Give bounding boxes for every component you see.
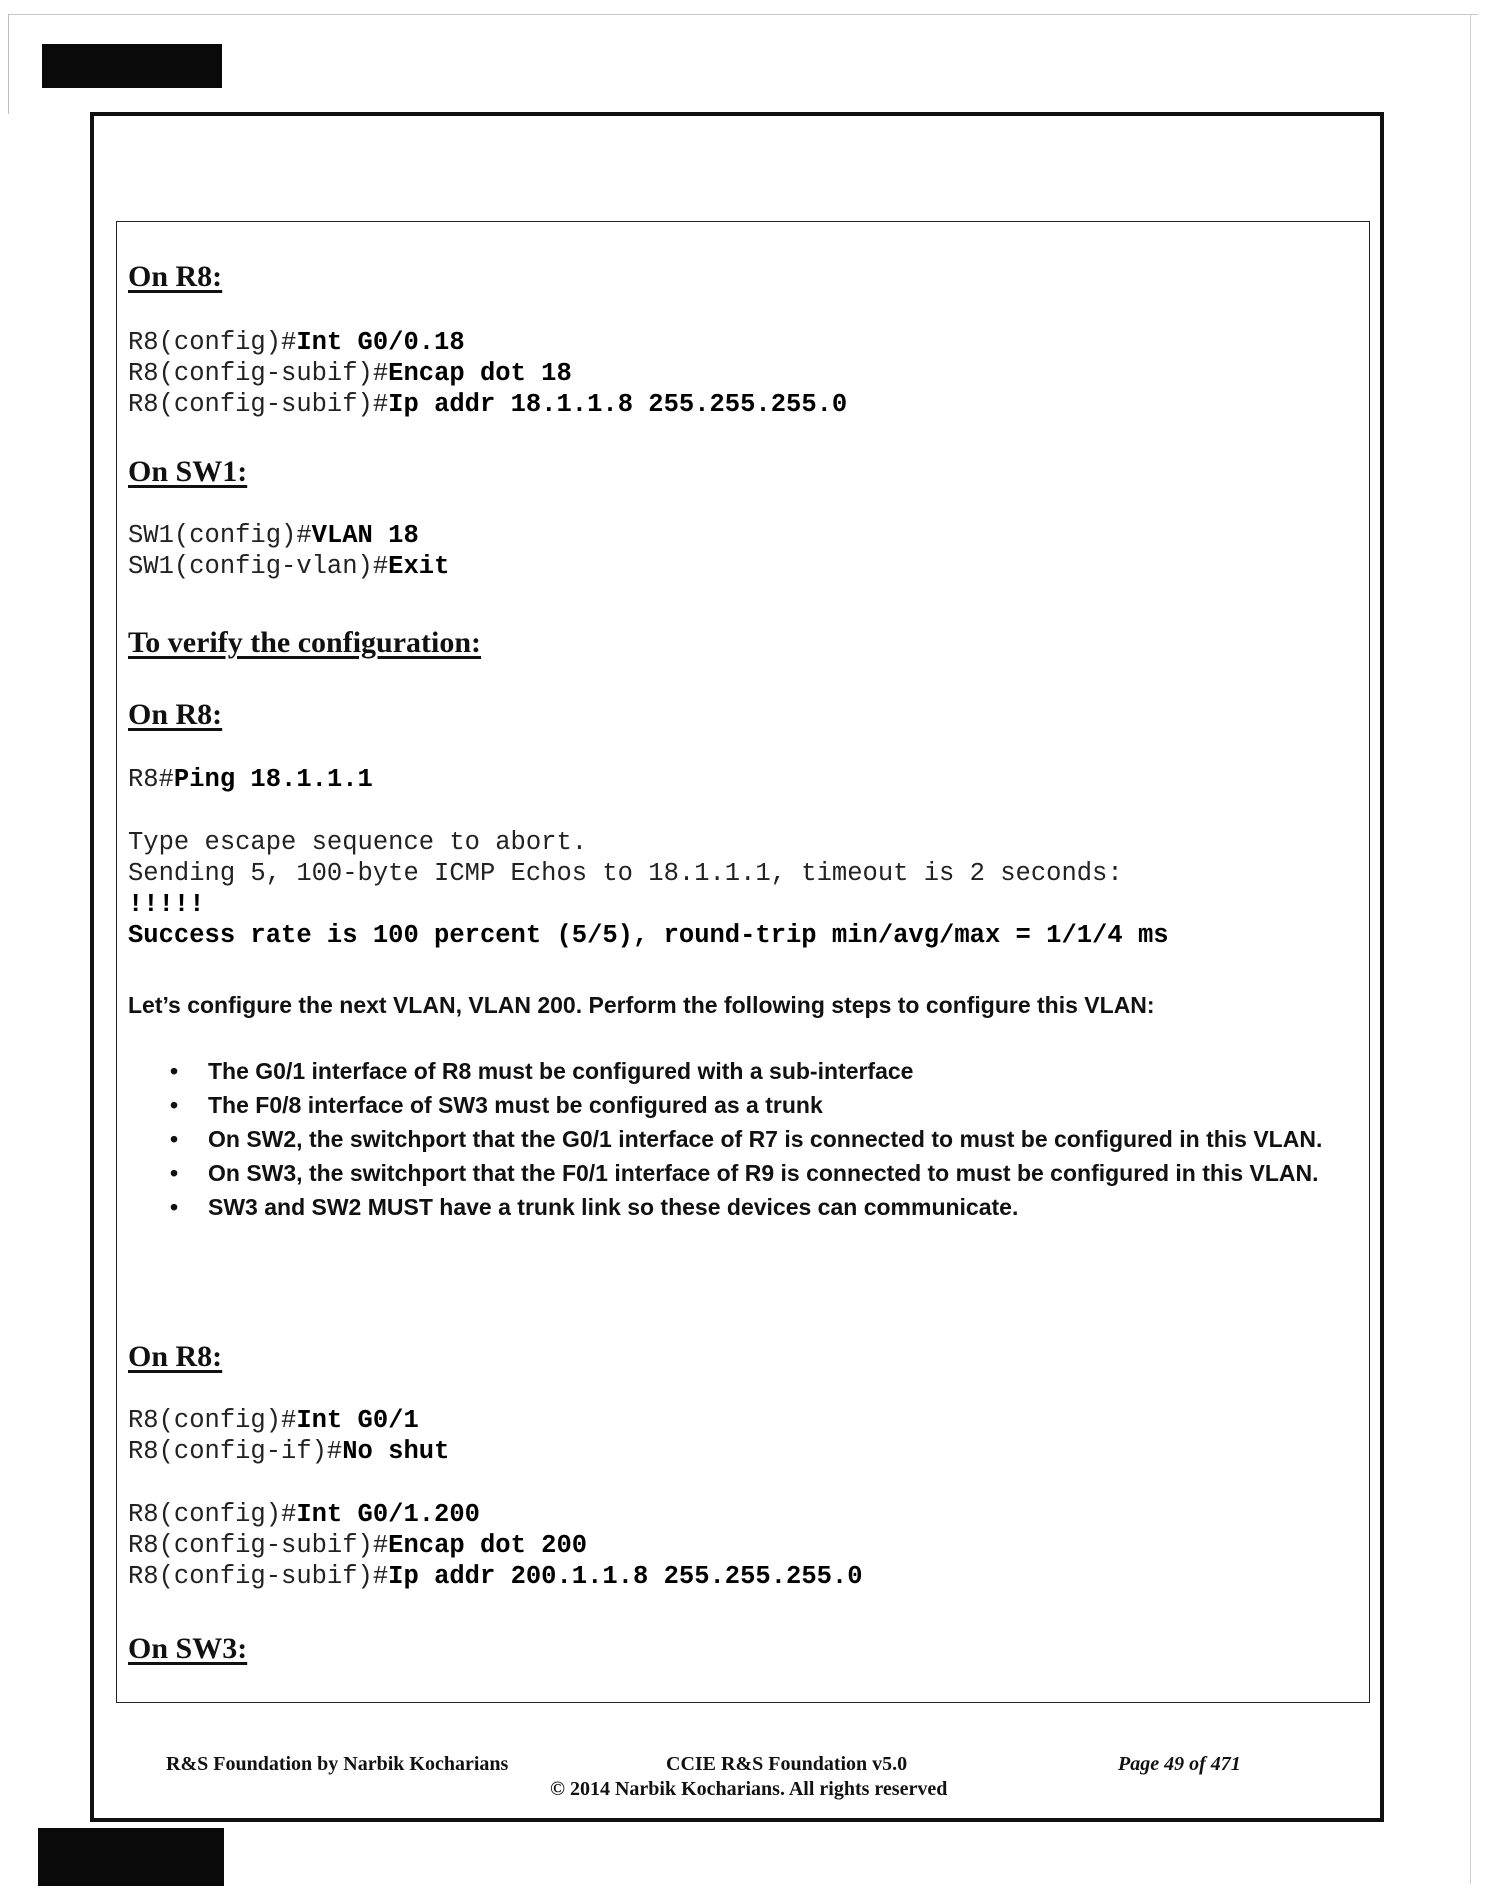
code-command: Encap dot 200: [388, 1531, 588, 1560]
code-command: Success rate is 100 percent (5/5), round-trip min/avg/max = 1/1/4 ms: [128, 921, 1169, 950]
code-prompt: R8(config-subif)#: [128, 359, 389, 388]
code-line: [128, 1499, 863, 1530]
code-prompt: R8(config)#: [128, 1406, 297, 1435]
code-line: [128, 858, 1169, 889]
code-block-ping: [128, 764, 373, 795]
code-command: Int G0/0.18: [296, 328, 465, 357]
code-command: Int G0/1: [296, 1406, 419, 1435]
scan-edge: [8, 14, 1478, 15]
code-prompt: R8(config)#: [128, 328, 297, 357]
footer-copyright: © 2014 Narbik Kocharians. All rights reserved: [550, 1778, 948, 1800]
code-command: VLAN 18: [311, 521, 419, 550]
code-line: [128, 358, 847, 389]
code-line: [128, 764, 373, 795]
code-prompt: R8(config)#: [128, 1500, 297, 1529]
code-line: [128, 1561, 863, 1592]
footer-author: R&S Foundation by Narbik Kocharians: [166, 1753, 509, 1775]
code-command: Ip addr 200.1.1.8 255.255.255.0: [388, 1562, 863, 1591]
code-line: [128, 551, 449, 582]
code-command: !!!!!: [128, 890, 205, 919]
code-line: [128, 327, 847, 358]
code-line: [128, 1530, 863, 1561]
heading-on-r8: On R8:: [128, 260, 223, 293]
code-command: Exit: [388, 552, 450, 581]
heading-on-sw3: On SW3:: [128, 1632, 248, 1665]
code-block-r8-subif-200: [128, 1499, 863, 1592]
code-command: Ip addr 18.1.1.8 255.255.255.0: [388, 390, 848, 419]
code-line: [128, 1436, 449, 1467]
list-item: • On SW3, the switchport that the F0/1 interface of R9 is connected to must be configured in this VLAN.: [128, 1156, 1328, 1190]
code-prompt: R8(config-subif)#: [128, 390, 389, 419]
requirements-list: [128, 1054, 1328, 1224]
footer-page-number: Page 49 of 471: [1118, 1753, 1241, 1775]
code-command: Int G0/1.200: [296, 1500, 480, 1529]
code-prompt: R8(config-subif)#: [128, 1562, 389, 1591]
code-prompt: R8(config-subif)#: [128, 1531, 389, 1560]
code-line: [128, 389, 847, 420]
footer-book-title: CCIE R&S Foundation v5.0: [666, 1753, 908, 1775]
list-item: • The F0/8 interface of SW3 must be configured as a trunk: [128, 1088, 1328, 1122]
list-item: • The G0/1 interface of R8 must be configured with a sub-interface: [128, 1054, 1328, 1088]
heading-verify-configuration: To verify the configuration:: [128, 626, 482, 659]
code-block-r8-subif: [128, 327, 847, 420]
code-block-r8-g01: [128, 1405, 449, 1467]
redaction-block-bottom: [38, 1828, 224, 1886]
code-prompt: Type escape sequence to abort.: [128, 828, 588, 857]
code-prompt: Sending 5, 100-byte ICMP Echos to 18.1.1.1, timeout is 2 seconds:: [128, 859, 1123, 888]
code-command: No shut: [342, 1437, 450, 1466]
code-line: [128, 827, 1169, 858]
code-line: [128, 889, 1169, 920]
scan-edge: [8, 14, 9, 114]
code-block-sw1-vlan: [128, 520, 449, 582]
code-prompt: R8#: [128, 765, 174, 794]
redaction-block-top: [42, 44, 222, 88]
heading-on-sw1: On SW1:: [128, 455, 248, 488]
heading-on-r8-verify: On R8:: [128, 698, 223, 731]
code-line: [128, 920, 1169, 951]
list-item: • On SW2, the switchport that the G0/1 interface of R7 is connected to must be configured in this VLAN.: [128, 1122, 1328, 1156]
code-line: [128, 520, 449, 551]
intro-paragraph: Let’s configure the next VLAN, VLAN 200. Perform the following steps to configure this VLAN:: [128, 992, 1155, 1018]
scan-edge: [1470, 14, 1471, 1884]
code-prompt: R8(config-if)#: [128, 1437, 343, 1466]
code-command: Ping 18.1.1.1: [173, 765, 373, 794]
code-prompt: SW1(config)#: [128, 521, 312, 550]
code-line: [128, 1405, 449, 1436]
code-command: Encap dot 18: [388, 359, 572, 388]
code-prompt: SW1(config-vlan)#: [128, 552, 389, 581]
list-item: • SW3 and SW2 MUST have a trunk link so these devices can communicate.: [128, 1190, 1328, 1224]
heading-on-r8-vlan200: On R8:: [128, 1340, 223, 1373]
content-box: [116, 221, 1370, 1703]
code-block-ping-output: [128, 827, 1169, 951]
